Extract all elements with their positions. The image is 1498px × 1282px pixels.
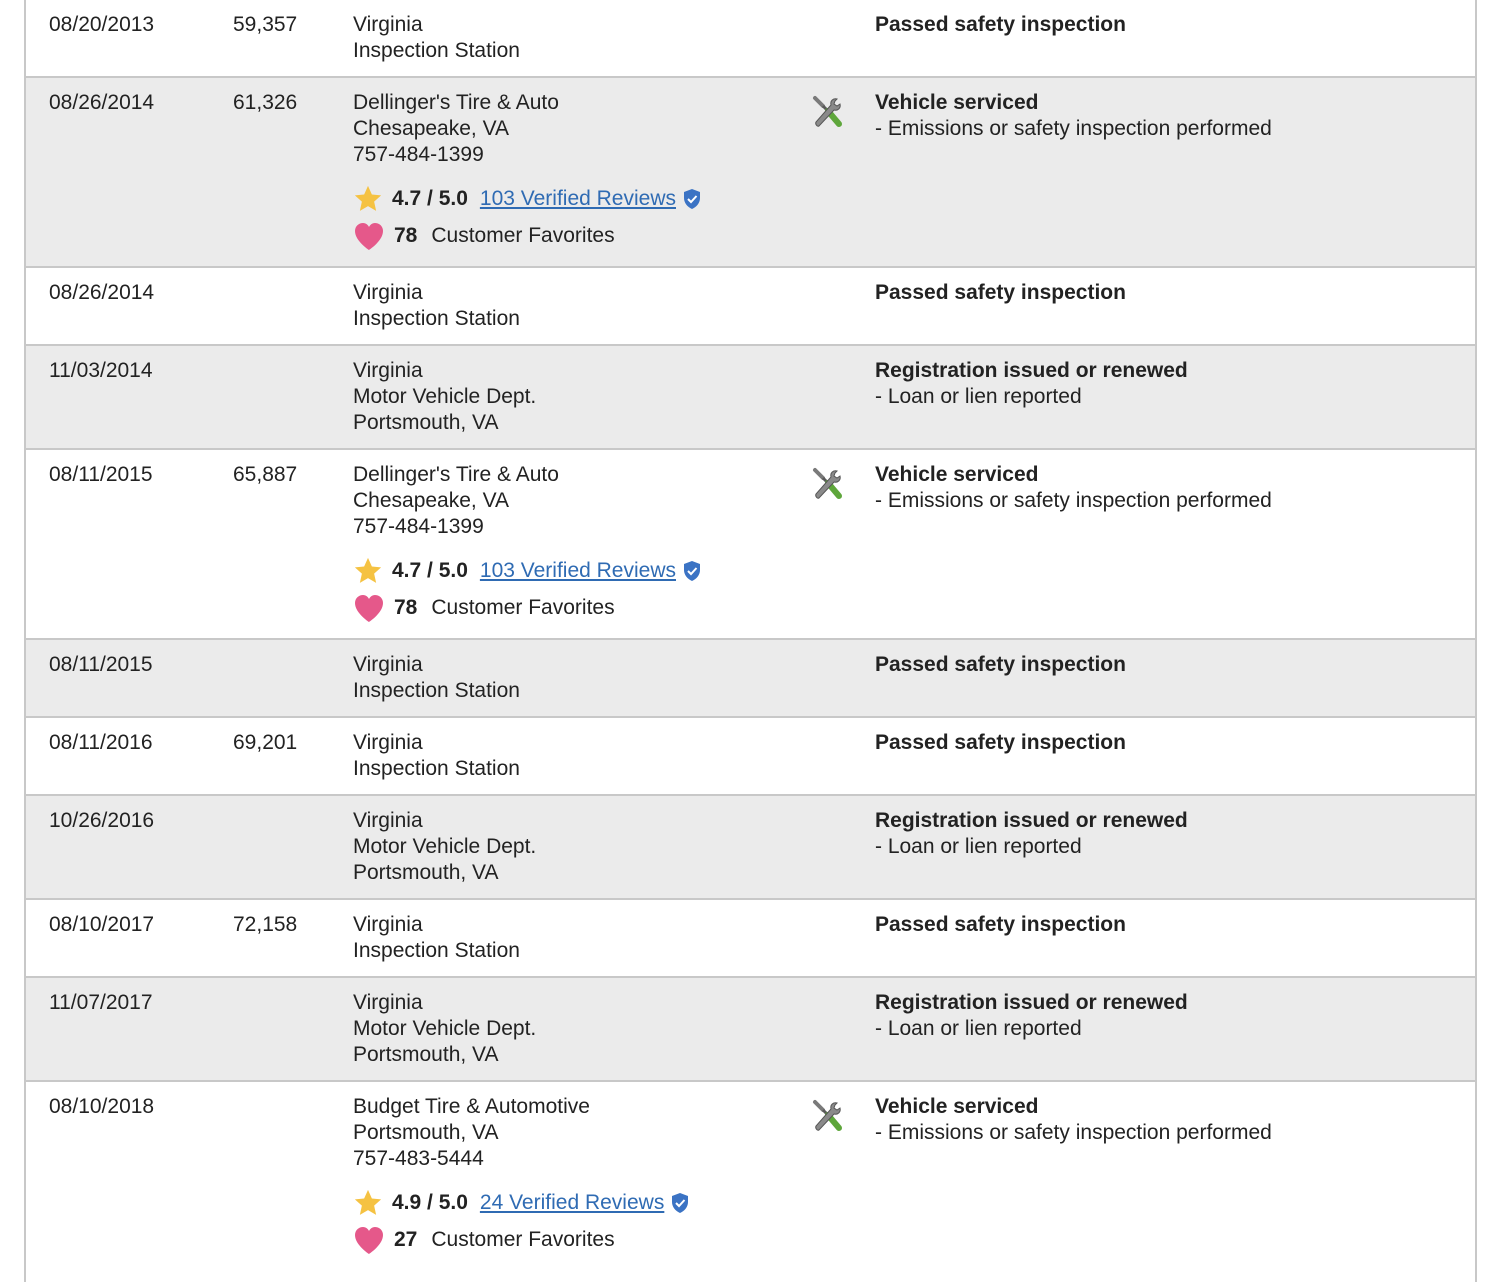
table-row — [26, 796, 1475, 900]
record-date: 08/11/2015 — [49, 653, 153, 676]
event-title: Passed safety inspection — [875, 281, 1126, 304]
event-title: Passed safety inspection — [875, 653, 1126, 676]
source-line: Portsmouth, VA — [353, 861, 499, 884]
record-date: 08/26/2014 — [49, 91, 155, 114]
record-date: 08/11/2015 — [49, 463, 153, 486]
wrench-screwdriver-icon — [810, 94, 844, 132]
source-line: Virginia — [353, 991, 423, 1014]
record-date: 11/03/2014 — [49, 359, 153, 382]
source-line: Virginia — [353, 359, 423, 382]
record-event — [875, 280, 1126, 306]
favorites-count: 27 — [394, 1228, 418, 1251]
record-source — [353, 912, 520, 964]
source-line: Inspection Station — [353, 757, 520, 780]
event-title: Registration issued or renewed — [875, 991, 1188, 1014]
vehicle-history-table — [24, 0, 1477, 1282]
table-row — [26, 268, 1475, 346]
event-detail: - Loan or lien reported — [875, 835, 1082, 858]
record-date: 08/10/2018 — [49, 1095, 155, 1118]
event-detail: - Emissions or safety inspection performed — [875, 489, 1272, 512]
source-line: Dellinger's Tire & Auto — [353, 463, 559, 486]
source-line: 757-483-5444 — [353, 1147, 484, 1170]
record-event — [875, 730, 1126, 756]
source-line: Chesapeake, VA — [353, 117, 510, 140]
favorites-count: 78 — [394, 224, 418, 247]
heart-icon — [353, 593, 385, 623]
record-date: 11/07/2017 — [49, 991, 153, 1014]
source-line: Dellinger's Tire & Auto — [353, 91, 559, 114]
source-line: Inspection Station — [353, 939, 520, 962]
record-source — [353, 730, 520, 782]
favorites-label: Customer Favorites — [431, 1228, 615, 1251]
record-odometer: 72,158 — [233, 913, 298, 936]
table-row — [26, 78, 1475, 268]
event-title: Passed safety inspection — [875, 913, 1126, 936]
verified-shield-icon — [682, 188, 702, 210]
table-row — [26, 346, 1475, 450]
record-source — [353, 462, 702, 624]
source-line: Virginia — [353, 731, 423, 754]
service-icon-cell — [810, 1098, 844, 1136]
record-date: 08/26/2014 — [49, 281, 155, 304]
record-source — [353, 652, 520, 704]
record-event — [875, 808, 1188, 860]
star-icon — [353, 1188, 383, 1218]
table-row — [26, 978, 1475, 1082]
record-date: 10/26/2016 — [49, 809, 155, 832]
record-odometer: 59,357 — [233, 13, 298, 36]
service-icon-cell — [810, 94, 844, 132]
source-line: Inspection Station — [353, 679, 520, 702]
event-detail: - Loan or lien reported — [875, 1017, 1082, 1040]
record-source — [353, 358, 536, 436]
record-source — [353, 90, 702, 252]
record-event — [875, 358, 1188, 410]
record-event — [875, 990, 1188, 1042]
rating-score: 4.7 / 5.0 — [392, 187, 468, 210]
shop-rating — [353, 556, 702, 586]
record-event — [875, 90, 1272, 142]
source-line: Portsmouth, VA — [353, 1121, 499, 1144]
record-source — [353, 1094, 690, 1256]
verified-reviews-link[interactable]: 103 Verified Reviews — [479, 187, 676, 210]
event-detail: - Emissions or safety inspection performed — [875, 117, 1272, 140]
service-icon-cell — [810, 466, 844, 504]
source-line: Virginia — [353, 809, 423, 832]
event-title: Vehicle serviced — [875, 91, 1039, 114]
source-line: Motor Vehicle Dept. — [353, 835, 537, 858]
record-odometer: 65,887 — [233, 463, 298, 486]
source-line: Motor Vehicle Dept. — [353, 385, 537, 408]
event-detail: - Emissions or safety inspection performed — [875, 1121, 1272, 1144]
favorites-count: 78 — [394, 596, 418, 619]
source-line: Virginia — [353, 281, 423, 304]
verified-shield-icon — [682, 560, 702, 582]
record-source — [353, 12, 520, 64]
record-source — [353, 990, 536, 1068]
table-row — [26, 718, 1475, 796]
event-title: Passed safety inspection — [875, 731, 1126, 754]
customer-favorites — [353, 1224, 690, 1256]
verified-reviews-link[interactable]: 24 Verified Reviews — [479, 1191, 665, 1214]
source-line: Inspection Station — [353, 307, 520, 330]
table-row — [26, 640, 1475, 718]
table-row — [26, 900, 1475, 978]
source-line: 757-484-1399 — [353, 143, 484, 166]
source-line: Chesapeake, VA — [353, 489, 510, 512]
record-date: 08/20/2013 — [49, 13, 155, 36]
verified-shield-icon — [670, 1192, 690, 1214]
source-line: 757-484-1399 — [353, 515, 484, 538]
record-event — [875, 12, 1126, 38]
source-line: Portsmouth, VA — [353, 411, 499, 434]
table-row — [26, 450, 1475, 640]
rating-score: 4.9 / 5.0 — [392, 1191, 468, 1214]
source-line: Virginia — [353, 653, 423, 676]
star-icon — [353, 184, 383, 214]
source-line: Motor Vehicle Dept. — [353, 1017, 537, 1040]
wrench-screwdriver-icon — [810, 466, 844, 504]
heart-icon — [353, 1225, 385, 1255]
source-line: Virginia — [353, 13, 423, 36]
record-event — [875, 912, 1126, 938]
record-date: 08/10/2017 — [49, 913, 155, 936]
source-line: Budget Tire & Automotive — [353, 1095, 590, 1118]
event-title: Registration issued or renewed — [875, 809, 1188, 832]
source-line: Virginia — [353, 913, 423, 936]
event-title: Vehicle serviced — [875, 463, 1039, 486]
shop-rating — [353, 1188, 690, 1218]
record-source — [353, 280, 520, 332]
favorites-label: Customer Favorites — [431, 224, 615, 247]
record-source — [353, 808, 536, 886]
source-line: Inspection Station — [353, 39, 520, 62]
table-row — [26, 0, 1475, 78]
heart-icon — [353, 221, 385, 251]
wrench-screwdriver-icon — [810, 1098, 844, 1136]
record-odometer: 61,326 — [233, 91, 298, 114]
event-title: Passed safety inspection — [875, 13, 1126, 36]
shop-rating — [353, 184, 702, 214]
record-date: 08/11/2016 — [49, 731, 153, 754]
record-event — [875, 462, 1272, 514]
star-icon — [353, 556, 383, 586]
customer-favorites — [353, 592, 702, 624]
record-event — [875, 652, 1126, 678]
record-event — [875, 1094, 1272, 1146]
rating-score: 4.7 / 5.0 — [392, 559, 468, 582]
table-row — [26, 1082, 1475, 1282]
favorites-label: Customer Favorites — [431, 596, 615, 619]
event-detail: - Loan or lien reported — [875, 385, 1082, 408]
event-title: Registration issued or renewed — [875, 359, 1188, 382]
event-title: Vehicle serviced — [875, 1095, 1039, 1118]
customer-favorites — [353, 220, 702, 252]
record-odometer: 69,201 — [233, 731, 298, 754]
source-line: Portsmouth, VA — [353, 1043, 499, 1066]
verified-reviews-link[interactable]: 103 Verified Reviews — [479, 559, 676, 582]
